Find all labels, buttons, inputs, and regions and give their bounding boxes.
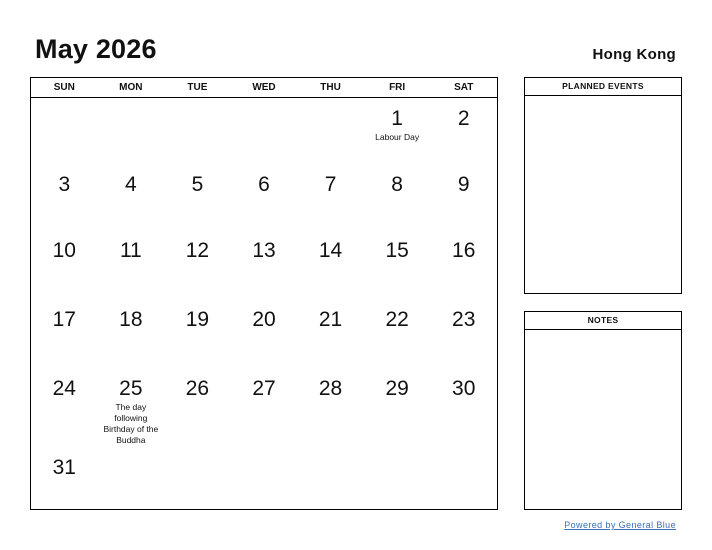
calendar-day-cell [231, 164, 298, 230]
calendar-day-cell [231, 230, 298, 299]
calendar-day-cell [364, 447, 431, 531]
weekday-fri: FRI [389, 82, 406, 93]
day-number [31, 98, 98, 108]
calendar-day-cell [31, 368, 98, 447]
day-number [297, 447, 364, 457]
planned-events-header: PLANNED EVENTS [525, 78, 681, 96]
day-number: 17 [52, 308, 76, 331]
notes-panel [524, 311, 682, 510]
day-number: 21 [318, 308, 343, 331]
weekday-thu: THU [320, 82, 341, 93]
day-number [297, 98, 364, 108]
calendar-grid [31, 98, 497, 531]
calendar-day-cell [231, 447, 298, 531]
day-number: 9 [457, 173, 470, 196]
calendar-day-cell [98, 447, 165, 531]
calendar-day-cell [231, 299, 298, 368]
calendar-day-cell [231, 98, 298, 164]
notes-header: NOTES [525, 312, 681, 330]
calendar-day-cell [164, 299, 231, 368]
planned-events-panel [524, 77, 682, 294]
calendar-day-cell [297, 299, 364, 368]
calendar-day-cell [98, 299, 165, 368]
page-title: May 2026 [35, 34, 157, 64]
holiday-label: The day following Birthday of the Buddha [103, 402, 159, 445]
day-number: 16 [452, 239, 476, 262]
day-number: 7 [324, 173, 337, 196]
calendar-day-cell [31, 230, 98, 299]
calendar-day-cell [31, 447, 98, 531]
day-number: 6 [258, 173, 270, 196]
day-number [98, 447, 165, 457]
calendar-day-cell [98, 98, 165, 164]
calendar-day-cell [231, 368, 298, 447]
weekday-mon: MON [119, 82, 143, 93]
calendar-day-cell [364, 164, 431, 230]
calendar-day-cell [364, 230, 431, 299]
calendar-day-cell [297, 98, 364, 164]
day-number [164, 447, 231, 457]
day-number: 20 [252, 308, 276, 331]
calendar-day-cell [297, 164, 364, 230]
day-number [231, 98, 298, 108]
month-calendar [30, 77, 498, 510]
weekday-tue: TUE [187, 82, 208, 93]
calendar-day-cell [297, 368, 364, 447]
day-number: 2 [457, 107, 470, 130]
weekday-wed: WED [252, 82, 276, 93]
day-number [364, 447, 431, 457]
day-number [231, 447, 298, 457]
weekday-sat: SAT [454, 82, 474, 93]
calendar-day-cell [430, 230, 497, 299]
powered-by-link[interactable]: Powered by General Blue [564, 520, 676, 530]
region-label: Hong Kong [592, 46, 676, 63]
day-number: 28 [318, 377, 343, 400]
calendar-day-cell [31, 164, 98, 230]
weekday-header-row [31, 78, 497, 98]
calendar-day-cell [164, 98, 231, 164]
calendar-day-cell [98, 368, 165, 447]
day-number: 30 [452, 377, 476, 400]
calendar-day-cell [31, 299, 98, 368]
calendar-day-cell [297, 230, 364, 299]
calendar-day-cell [98, 164, 165, 230]
calendar-day-cell [164, 368, 231, 447]
day-number: 27 [252, 377, 276, 400]
calendar-day-cell [164, 230, 231, 299]
calendar-day-cell [430, 299, 497, 368]
calendar-day-cell [364, 98, 431, 164]
calendar-day-cell [364, 368, 431, 447]
day-number: 25 [119, 377, 143, 400]
calendar-day-cell [297, 447, 364, 531]
day-number: 1 [391, 107, 403, 130]
day-number [164, 98, 231, 108]
day-number [98, 98, 165, 108]
day-number: 3 [58, 173, 71, 196]
calendar-day-cell [31, 98, 98, 164]
calendar-day-cell [164, 164, 231, 230]
day-number: 15 [385, 239, 409, 262]
day-number: 29 [385, 377, 409, 400]
calendar-day-cell [164, 447, 231, 531]
day-number: 5 [191, 173, 204, 196]
calendar-day-cell [430, 368, 497, 447]
calendar-day-cell [430, 164, 497, 230]
calendar-day-cell [364, 299, 431, 368]
weekday-sun: SUN [53, 82, 75, 93]
calendar-day-cell [430, 98, 497, 164]
day-number: 22 [385, 308, 409, 331]
day-number: 24 [52, 377, 76, 400]
day-number: 26 [185, 377, 210, 400]
calendar-day-cell [430, 447, 497, 531]
day-number: 31 [52, 456, 76, 479]
holiday-label: Labour Day [375, 132, 420, 142]
day-number: 23 [452, 308, 476, 331]
day-number: 11 [119, 239, 142, 262]
day-number: 18 [119, 308, 143, 331]
day-number: 19 [185, 308, 210, 331]
calendar-day-cell [98, 230, 165, 299]
day-number [430, 447, 497, 457]
day-number: 8 [391, 173, 403, 196]
day-number: 12 [185, 239, 210, 262]
day-number: 13 [252, 239, 276, 262]
day-number: 10 [52, 239, 76, 262]
day-number: 4 [125, 173, 137, 196]
day-number: 14 [318, 239, 343, 262]
